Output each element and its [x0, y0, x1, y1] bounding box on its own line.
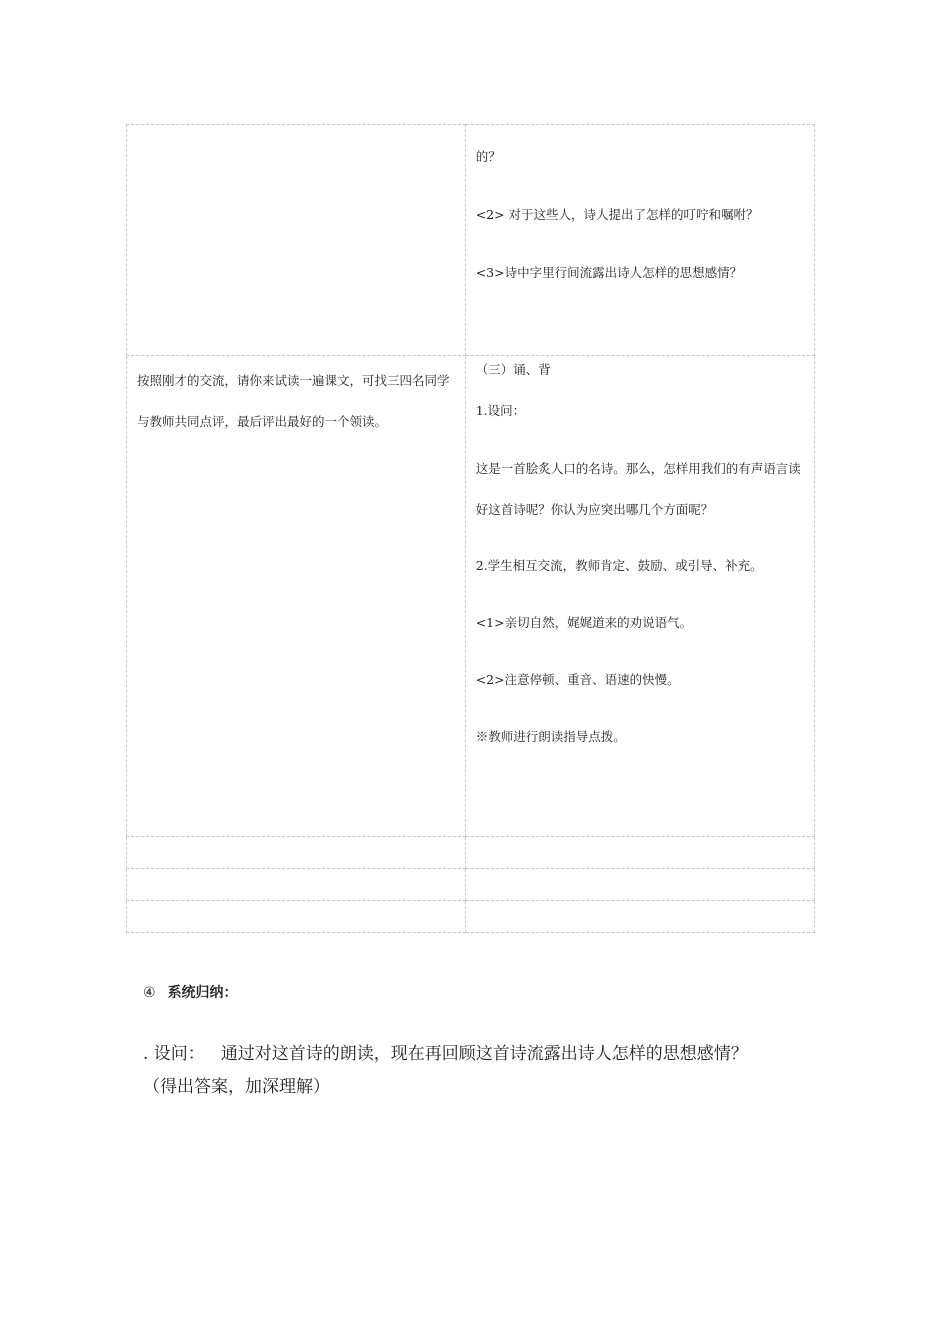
activity-text: 按照刚才的交流，请你来试读一遍课文，可找三四名同学与教师共同点评，最后评出最好的一个领读。: [137, 373, 450, 429]
table-row: [127, 869, 815, 901]
empty-cell: [465, 869, 814, 901]
step-2: 2.学生相互交流，教师肯定、鼓励、或引导、补充。: [475, 558, 763, 573]
point-1: <1>亲切自然，娓娓道来的劝说语气。: [475, 615, 693, 630]
table-row: [127, 356, 815, 837]
empty-cell: [127, 901, 466, 933]
cell-row1-left: [127, 125, 466, 356]
cell-row2-right: [465, 356, 814, 837]
summary-heading-text: 系统归纳：: [167, 985, 238, 1001]
question-label: 1.设问：: [475, 403, 526, 418]
lesson-table: [126, 124, 815, 933]
question-2: <2> 对于这些人，诗人提出了怎样的叮咛和嘱咐？: [475, 207, 759, 222]
summary-question-line: [143, 1038, 833, 1071]
point-2: <2>注意停顿、重音、语速的快慢。: [475, 672, 680, 687]
empty-cell: [465, 901, 814, 933]
summary-answer: （得出答案，加深理解）: [143, 1077, 330, 1097]
cell-row2-left: [127, 356, 466, 837]
empty-cell: [465, 837, 814, 869]
summary-heading: [143, 982, 238, 1002]
empty-cell: [127, 837, 466, 869]
question-text: 这是一首脍炙人口的名诗。那么，怎样用我们的有声语言读好这首诗呢？你认为应突出哪几个方面呢？: [475, 461, 801, 517]
summary-body: [143, 1038, 833, 1104]
cell-row1-right: [465, 125, 814, 356]
table-row: [127, 901, 815, 933]
summary-number: ④: [143, 985, 156, 1001]
question-3: <3>诗中字里行间流露出诗人怎样的思想感情？: [475, 265, 743, 280]
empty-cell: [127, 869, 466, 901]
section-heading: （三）诵、背: [475, 362, 551, 377]
table-row: [127, 125, 815, 356]
summary-question: 通过对这首诗的朗读，现在再回顾这首诗流露出诗人怎样的思想感情？: [220, 1044, 748, 1064]
teacher-note: ※教师进行朗读指导点拨。: [475, 729, 626, 744]
question-continuation: 的？: [475, 149, 501, 164]
table-row: [127, 837, 815, 869]
summary-label: . 设问：: [143, 1044, 205, 1064]
